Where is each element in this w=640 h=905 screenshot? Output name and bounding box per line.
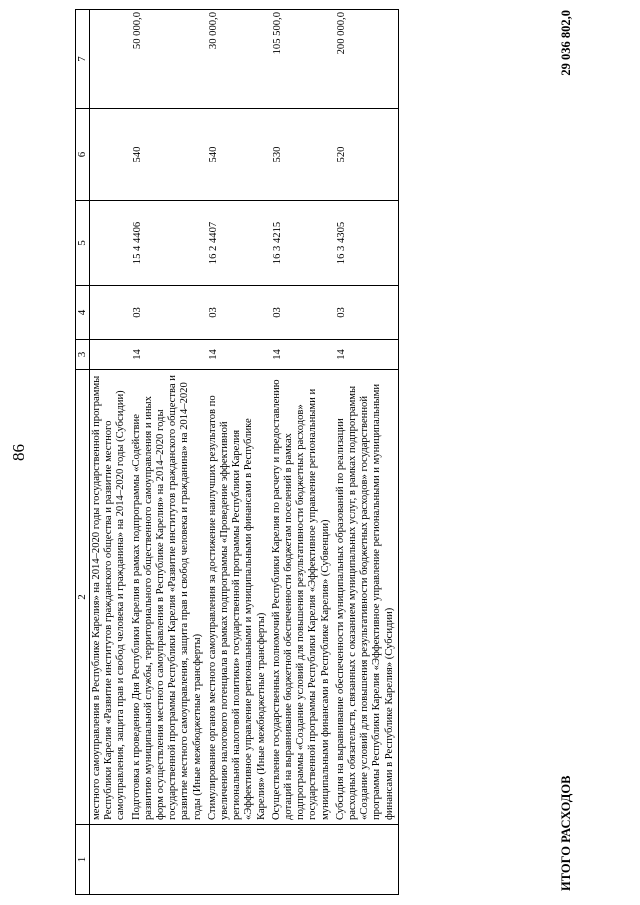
row-expense-type: 540 [206, 109, 270, 201]
total-value: 29 036 802,0 [559, 10, 573, 76]
header-col-5: 5 [76, 201, 90, 286]
budget-table [75, 9, 399, 895]
header-col-4: 4 [76, 286, 90, 340]
header-col-6: 6 [76, 109, 90, 201]
row-section: 14 [270, 340, 334, 370]
row-target-article: 16 3 4305 [334, 201, 399, 286]
row-name: местного самоуправления в Республике Карелия» на 2014–2020 годы государственной программы Республики Карелия «Развитие институтов гражданского общества и развитие местного самоуправления, защита прав и свобод человека и гражданина» на 2014–2020 годы (Субсидии) [90, 370, 130, 825]
table-row [90, 10, 130, 895]
table-row [270, 10, 334, 895]
row-section: 14 [130, 340, 206, 370]
row-subsection: 03 [130, 286, 206, 340]
header-row [76, 10, 90, 895]
row-target-article: 16 3 4215 [270, 201, 334, 286]
row-subsection: 03 [334, 286, 399, 340]
row-sum: 200 000,0 [334, 10, 399, 109]
row-target-article: 16 2 4407 [206, 201, 270, 286]
row-subsection: 03 [270, 286, 334, 340]
header-col-3: 3 [76, 340, 90, 370]
row-section: 14 [206, 340, 270, 370]
row-subsection: 03 [206, 286, 270, 340]
row-sum: 50 000,0 [130, 10, 206, 109]
header-col-7: 7 [76, 10, 90, 109]
row-sum: 30 000,0 [206, 10, 270, 109]
row-name: Осуществление государственных полномочий Республики Карелия по расчету и предоставлению дотаций на выравнивание бюджетной обеспеченности бюджетам поселений в рамках подпрограммы «Создание условий для повышения результативности бюджетных расходов» государственной программы Республики Карелия «Эффективное управление региональными и муниципальными финансами в Республике Карелия» (Субвенции) [270, 370, 334, 825]
header-col-1: 1 [76, 825, 90, 895]
row-target-article: 15 4 4406 [130, 201, 206, 286]
row-sum [90, 10, 130, 109]
row-expense-type: 530 [270, 109, 334, 201]
table-row [130, 10, 206, 895]
row-subsection [90, 286, 130, 340]
row-name: Стимулирование органов местного самоуправления за достижение наилучших результатов по увеличению налогового потенциала в рамках подпрограммы «Проведение эффективной региональной налоговой политики» государственной программы Республики Карелия «Эффективное управление региональными и муниципальными финансами в Республике Карелия» (Иные межбюджетные трансферты) [206, 370, 270, 825]
total-label: ИТОГО РАСХОДОВ [559, 775, 573, 891]
row-section [90, 340, 130, 370]
row-section: 14 [334, 340, 399, 370]
table-row [206, 10, 270, 895]
rotated-document [9, 10, 575, 895]
row-target-article [90, 201, 130, 286]
row-expense-type: 540 [130, 109, 206, 201]
row-name: Подготовка к проведению Дня Республики Карелия в рамках подпрограммы «Содействие развитию муниципальной службы, территориального общественного самоуправления и иных форм осуществления местного самоуправления в Республике Карелия» на 2014–2020 годы государственной программы Республики Карелия «Развитие институтов гражданского общества и развитие местного самоуправления, защита прав и свобод человека и гражданина» на 2014–2020 годы (Иные межбюджетные трансферты) [130, 370, 206, 825]
header-col-2: 2 [76, 370, 90, 825]
row-expense-type [90, 109, 130, 201]
row-expense-type: 520 [334, 109, 399, 201]
row-sum: 105 500,0 [270, 10, 334, 109]
table-row [334, 10, 399, 895]
row-name: Субсидия на выравнивание обеспеченности муниципальных образований по реализации расходных обязательств, связанных с оказанием муниципальных услуг, в рамках подпрограммы «Создание условий для повышения результативности бюджетных расходов» государственной программы Республики Карелия «Эффективное управление региональными и муниципальными финансами в Республике Карелия» (Субсидии) [334, 370, 399, 825]
page-number: 86 [9, 444, 28, 461]
